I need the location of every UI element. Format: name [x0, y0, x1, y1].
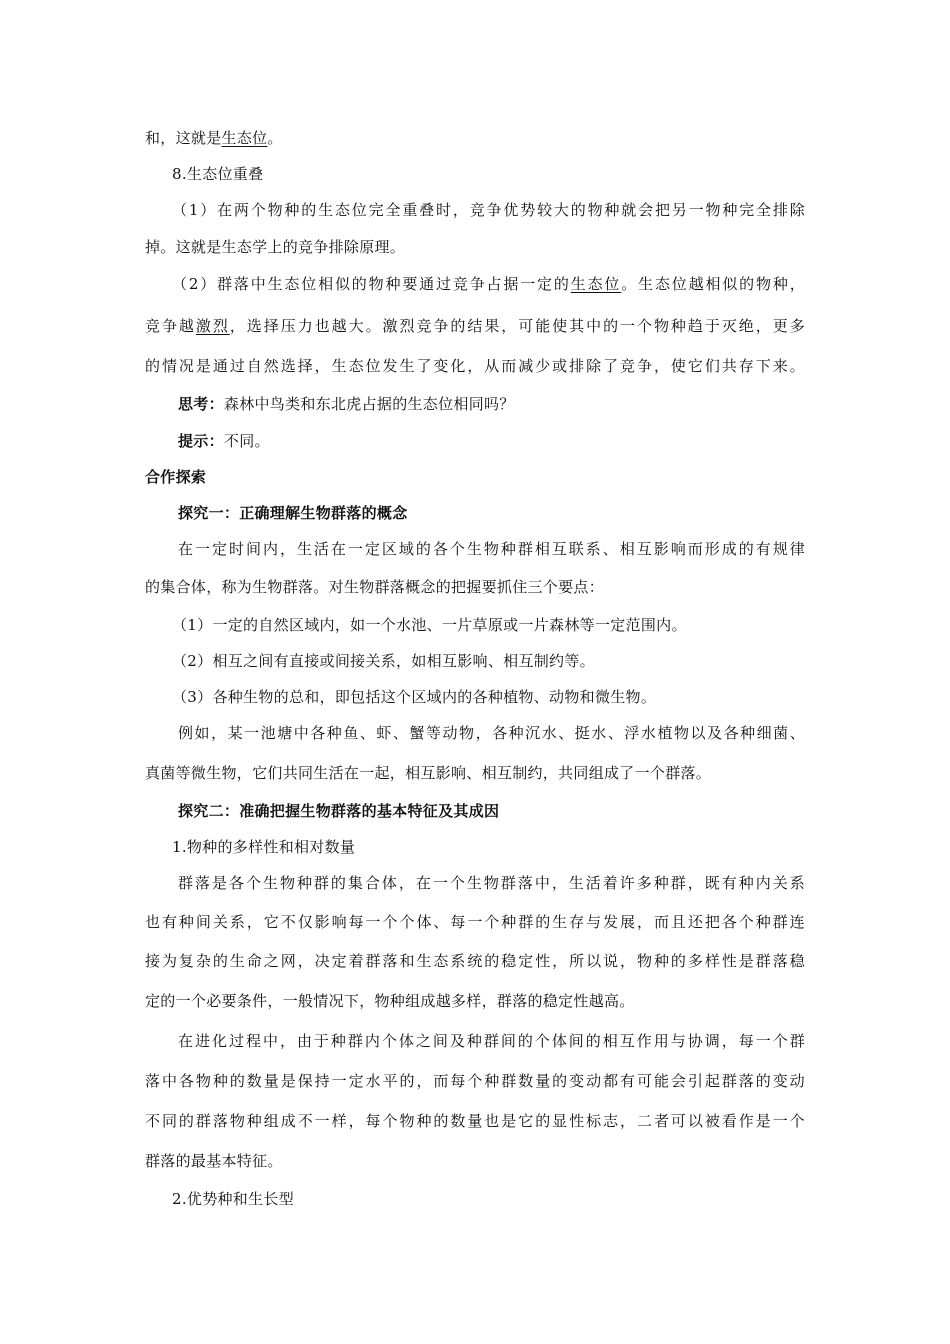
paragraph-line	[172, 274, 805, 294]
paragraph-line: 的集合体，称为生物群落。对生物群落概念的把握要抓住三个要点：	[145, 578, 605, 596]
hint-label: 提示：	[178, 432, 224, 450]
section-heading-cooperative-exploration: 合作探索	[145, 468, 207, 486]
underlined-term: 生态位	[570, 275, 622, 293]
paragraph-line: 落中各物种的数量是保持一定水平的，而每个种群数量的变动都有可能会引起群落的变动	[145, 1072, 805, 1090]
text-run: 竞争越	[145, 317, 196, 335]
paragraph-line: 也有种间关系，它不仅影响每一个个体、每一个种群的生存与发展，而且还把各个种群连	[145, 913, 805, 931]
paragraph-line: 群落的最基本特征。	[145, 1152, 283, 1170]
subsection-heading: 2.优势种和生长型	[172, 1190, 295, 1208]
subsection-heading: 1.物种的多样性和相对数量	[172, 838, 356, 856]
paragraph-line	[145, 316, 805, 336]
hint-text: 不同。	[223, 432, 270, 450]
paragraph-line: 在一定时间内，生活在一定区域的各个生物种群相互联系、相互影响而形成的有规律	[178, 540, 805, 558]
exploration-two-heading: 探究二：准确把握生物群落的基本特征及其成因	[178, 802, 500, 820]
list-item: （2）相互之间有直接或间接关系，如相互影响、相互制约等。	[172, 652, 595, 670]
paragraph-line: 接为复杂的生命之网，决定着群落和生态系统的稳定性，所以说，物种的多样性是群落稳	[145, 952, 805, 970]
paragraph-line: 不同的群落物种组成不一样，每个物种的数量也是它的显性标志，二者可以被看作是一个	[145, 1112, 805, 1130]
text-run: 和，这就是	[145, 129, 222, 147]
list-item: （3）各种生物的总和，即包括这个区域内的各种植物、动物和微生物。	[172, 688, 657, 706]
paragraph-line: 群落是各个生物种群的集合体，在一个生物群落中，生活着许多种群，既有种内关系	[178, 874, 805, 892]
paragraph-line: 定的一个必要条件，一般情况下，物种组成越多样，群落的稳定性越高。	[145, 992, 635, 1010]
paragraph-line: 的情况是通过自然选择，生态位发生了变化，从而减少或排除了竞争，使它们共存下来。	[145, 357, 805, 375]
paragraph-line: 例如，某一池塘中各种鱼、虾、蟹等动物，各种沉水、挺水、浮水植物以及各种细菌、	[178, 724, 805, 742]
text-run: ，选择压力也越大。激烈竞争的结果，可能使其中的一个物种趋于灭绝，更多	[229, 317, 805, 335]
text-run: 。生态位越相似的物种，	[621, 275, 805, 293]
paragraph-line: （1）在两个物种的生态位完全重叠时，竞争优势较大的物种就会把另一物种完全排除	[172, 201, 805, 219]
text-run: （2）群落中生态位相似的物种要通过竞争占据一定的	[172, 275, 571, 293]
paragraph-line: 在进化过程中，由于种群内个体之间及种群间的个体间的相互作用与协调，每一个群	[178, 1032, 805, 1050]
hint-answer	[178, 431, 805, 451]
text-run: 。	[267, 129, 283, 147]
list-item: （1）一定的自然区域内，如一个水池、一片草原或一片森林等一定范围内。	[172, 616, 687, 634]
paragraph-line	[145, 128, 805, 148]
paragraph-line: 掉。这就是生态学上的竞争排除原理。	[145, 238, 406, 256]
underlined-term: 生态位	[221, 129, 268, 147]
think-question	[178, 394, 805, 414]
think-text: 森林中鸟类和东北虎占据的生态位相同吗？	[223, 395, 515, 413]
paragraph-line: 真菌等微生物，它们共同生活在一起，相互影响、相互制约，共同组成了一个群落。	[145, 764, 712, 782]
exploration-one-heading: 探究一：正确理解生物群落的概念	[178, 504, 408, 522]
think-label: 思考：	[178, 395, 224, 413]
underlined-term: 激烈	[195, 317, 230, 335]
section-heading-niche-overlap: 8.生态位重叠	[172, 165, 264, 183]
